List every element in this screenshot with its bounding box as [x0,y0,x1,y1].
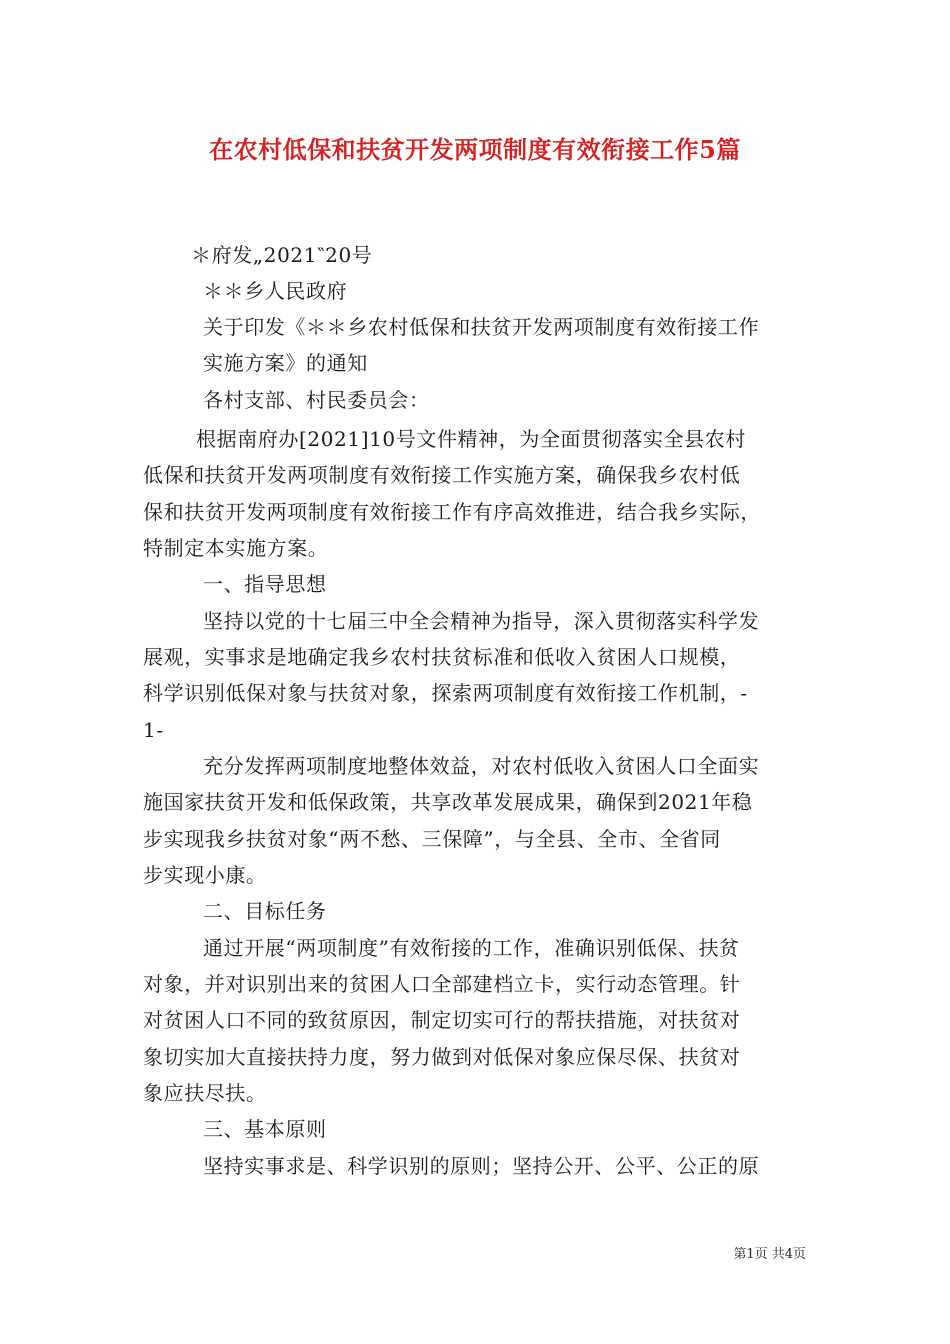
subject-line: 关于印发《＊＊乡农村低保和扶贫开发两项制度有效衔接工作 [203,315,760,339]
paragraph-line: 步实现我乡扶贫对象“两不愁、三保障”，与全县、全市、全省同 [143,827,721,851]
doc-number: ＊府发„2021‶20号 [191,243,373,267]
paragraph-line: 施国家扶贫开发和低保政策，共享改革发展成果，确保到2021年稳 [143,790,753,814]
paragraph-line: 特制定本实施方案。 [143,536,329,560]
issuer: ＊＊乡人民政府 [203,279,348,303]
paragraph-line: 坚持实事求是、科学识别的原则；坚持公开、公平、公正的原 [203,1154,760,1178]
paragraph-line: 保和扶贫开发两项制度有效衔接工作有序高效推进，结合我乡实际， [143,500,761,524]
paragraph-line: 充分发挥两项制度地整体效益，对农村低收入贫困人口全面实 [203,754,760,778]
paragraph-line: 科学识别低保对象与扶贫对象，探索两项制度有效衔接工作机制，- [143,681,748,705]
paragraph-line: 步实现小康。 [143,863,267,887]
section-heading: 二、目标任务 [203,899,327,923]
paragraph-line: 对贫困人口不同的致贫原因，制定切实可行的帮扶措施，对扶贫对 [143,1008,741,1032]
section-heading: 一、指导思想 [203,572,327,596]
addressee: 各村支部、村民委员会： [203,388,430,412]
paragraph-line: 对象，并对识别出来的贫困人口全部建档立卡，实行动态管理。针 [143,972,741,996]
paragraph-line: 根据南府办[2021]10号文件精神，为全面贯彻落实全县农村 [196,427,746,451]
subject-line: 实施方案》的通知 [203,351,368,375]
paragraph-line: 象应扶尽扶。 [143,1081,267,1105]
paragraph-line: 展观，实事求是地确定我乡农村扶贫标准和低收入贫困人口规模， [143,645,741,669]
section-heading: 三、基本原则 [203,1117,327,1141]
paragraph-line: 坚持以党的十七届三中全会精神为指导，深入贯彻落实科学发 [203,609,760,633]
document-title: 在农村低保和扶贫开发两项制度有效衔接工作5篇 [209,135,741,164]
paragraph-line: 低保和扶贫开发两项制度有效衔接工作实施方案，确保我乡农村低 [143,463,741,487]
page-marker: 1- [143,718,164,742]
paragraph-line: 通过开展“两项制度”有效衔接的工作，准确识别低保、扶贫 [203,936,740,960]
page-footer: 第1页 共4页 [733,1247,806,1262]
paragraph-line: 象切实加大直接扶持力度，努力做到对低保对象应保尽保、扶贫对 [143,1045,741,1069]
